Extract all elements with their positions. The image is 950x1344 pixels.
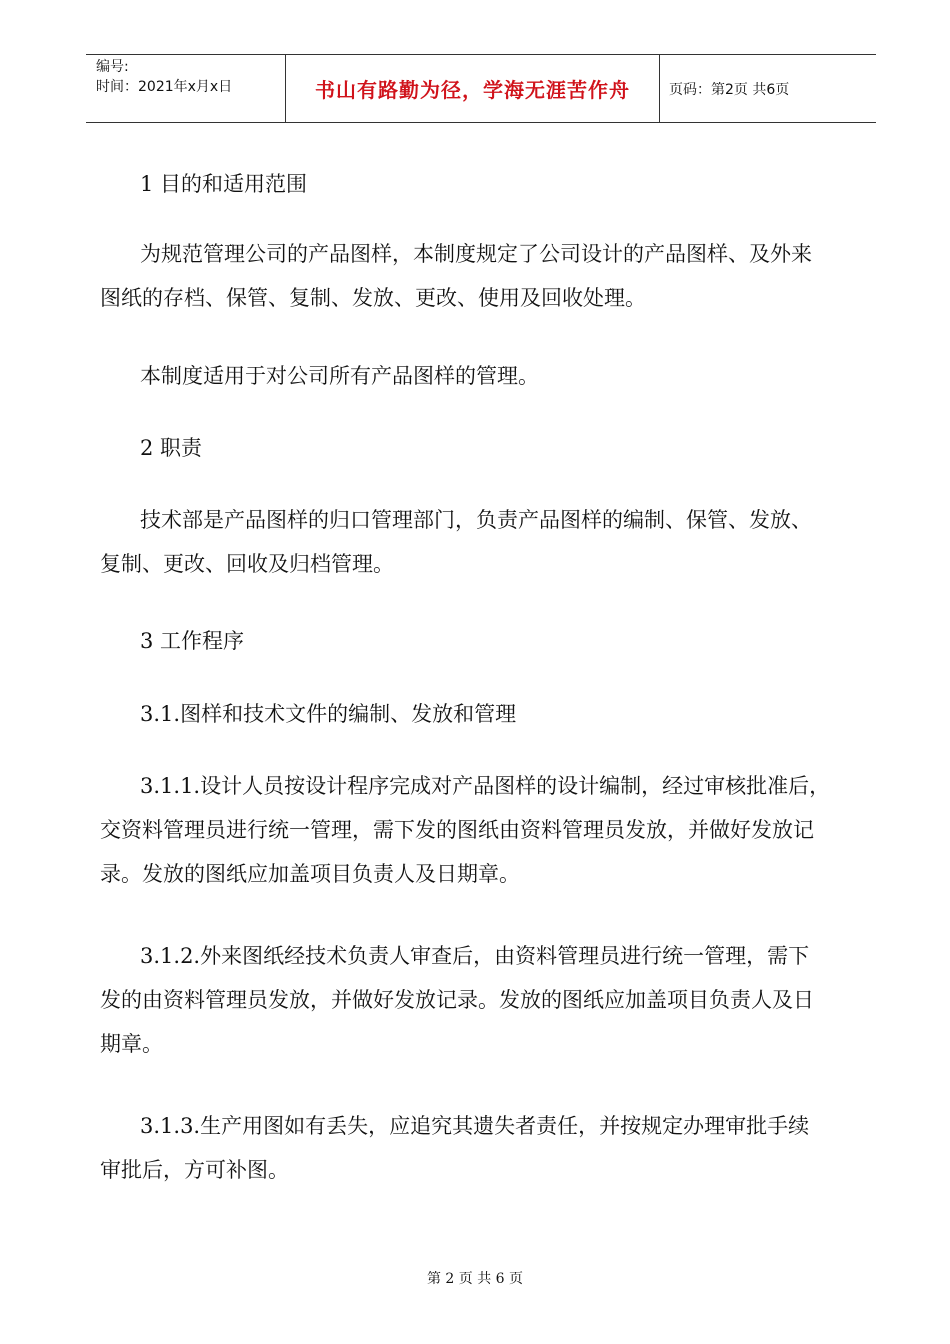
header-page [660,55,876,122]
section-1-title: 1 目的和适用范围 [140,172,308,196]
section-3-1-3-paragraph: 3.1.3.生产用图如有丢失，应追究其遗失者责任，并按规定办理审批手续 审批后，方可补图。 [100,1114,810,1182]
header-meta [86,55,286,122]
section-3-1-1-paragraph: 3.1.1.设计人员按设计程序完成对产品图样的设计编制，经过审核批准后， 交资料管理员进行统一管理，需下发的图纸由资料管理员发放，并做好发放记 录。发放的图纸应加盖项目负责人及日期章。 [100,774,831,886]
time-label: 时间：2021年x月x日 [96,79,233,95]
page-label: 页码：第2页 共6页 [669,81,790,98]
footer-page-number: 第 2 页 共 6 页 [426,1271,524,1287]
number-label: 编号: [96,59,129,75]
section-2-paragraph: 技术部是产品图样的归口管理部门，负责产品图样的编制、保管、发放、 复制、更改、回收及归档管理。 [100,508,812,576]
motto-text: 书山有路勤为径，学海无涯苦作舟 [315,78,630,102]
page-footer [0,1268,950,1288]
page-header [86,54,876,123]
section-2-title: 2 职责 [140,436,203,460]
header-motto [286,55,660,122]
section-1-paragraph-2: 本制度适用于对公司所有产品图样的管理。 [140,364,539,388]
section-3-title: 3 工作程序 [140,629,245,653]
section-3-1-2-paragraph: 3.1.2.外来图纸经技术负责人审查后，由资料管理员进行统一管理，需下 发的由资料管理员发放，并做好发放记录。发放的图纸应加盖项目负责人及日 期章。 [100,944,814,1056]
section-1-paragraph-1: 为规范管理公司的产品图样，本制度规定了公司设计的产品图样、及外来 图纸的存档、保管、复制、发放、更改、使用及回收处理。 [100,242,812,310]
section-3-1-title: 3.1.图样和技术文件的编制、发放和管理 [140,702,517,726]
